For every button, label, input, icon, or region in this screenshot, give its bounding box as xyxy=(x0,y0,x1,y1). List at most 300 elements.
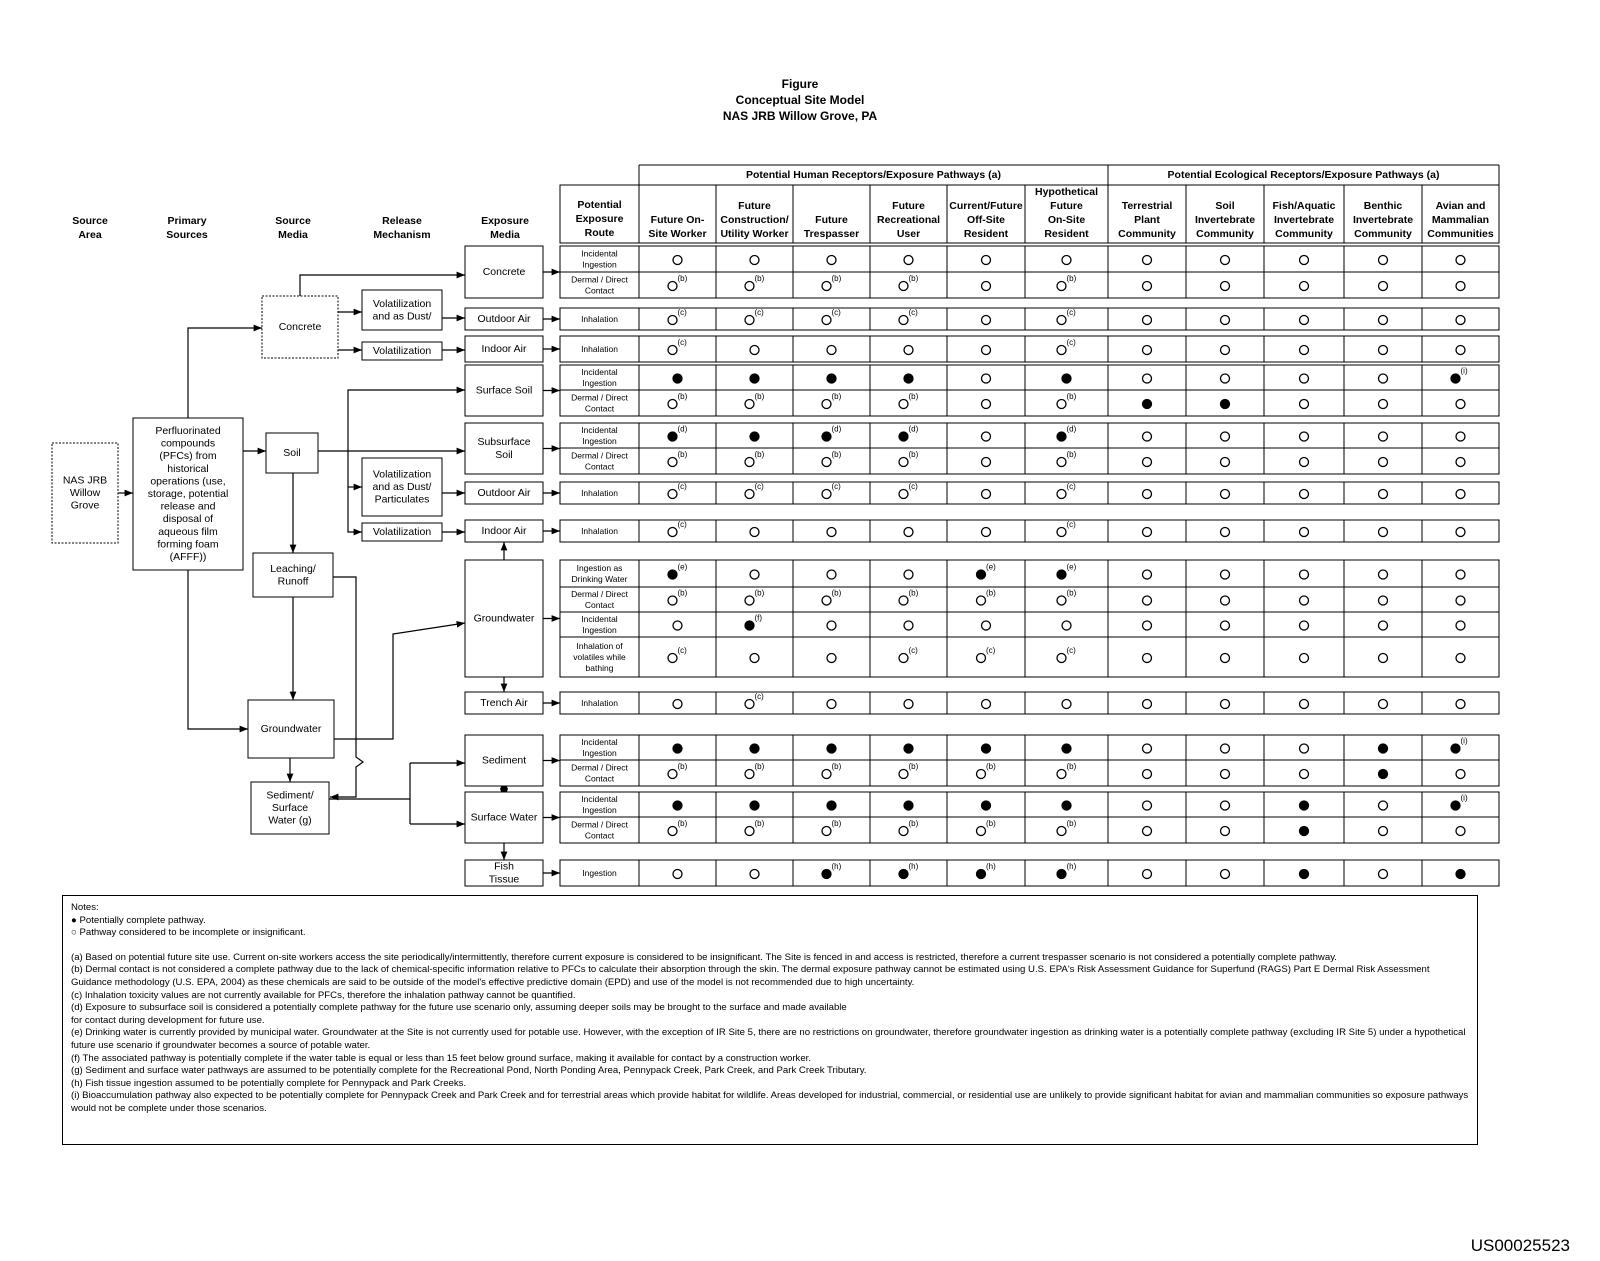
incomplete-pathway-marker xyxy=(1456,458,1465,467)
incomplete-pathway-marker xyxy=(1300,621,1309,630)
route-label-line: Dermal / Direct xyxy=(571,819,628,830)
release-volatilization-concrete-label xyxy=(373,345,432,357)
complete-pathway-marker xyxy=(673,374,682,383)
incomplete-pathway-marker xyxy=(750,346,759,355)
release-volatilization-concrete-label-line: Volatilization xyxy=(372,345,432,357)
leaching-runoff-label-line: Runoff xyxy=(277,575,309,588)
incomplete-pathway-marker xyxy=(745,827,754,836)
pathway-footnote-ref: (b) xyxy=(1066,762,1077,771)
incomplete-pathway-marker xyxy=(1379,700,1388,709)
receptor-header-9-line: Invertebrate xyxy=(1352,214,1414,226)
pathway-group-frame xyxy=(560,692,1499,714)
route-label-line: Contact xyxy=(584,600,615,610)
route-label xyxy=(581,614,617,635)
incomplete-pathway-marker xyxy=(899,770,908,779)
pathway-footnote-ref: (d) xyxy=(1066,424,1077,434)
incomplete-pathway-marker xyxy=(1143,282,1152,291)
note-c: (c) Inhalation toxicity values are not currently available for PFCs, therefore the inhalation pathway cannot be quantified. xyxy=(71,989,576,1001)
receptor-header-7-line: Invertebrate xyxy=(1194,214,1256,226)
complete-pathway-marker xyxy=(899,870,908,879)
pathway-footnote-ref: (e) xyxy=(677,562,688,572)
route-label-line: Dermal / Direct xyxy=(571,589,628,599)
incomplete-pathway-marker xyxy=(1143,827,1152,836)
header-source-media xyxy=(275,215,311,241)
incomplete-pathway-marker xyxy=(822,458,831,467)
pathway-footnote-ref: (h) xyxy=(1066,862,1077,871)
header-exposure-media xyxy=(481,215,529,241)
complete-pathway-marker xyxy=(1451,374,1460,383)
incomplete-pathway-marker xyxy=(1300,770,1309,779)
incomplete-pathway-marker xyxy=(1143,621,1152,630)
receptor-header-4 xyxy=(949,200,1023,240)
incomplete-pathway-marker xyxy=(904,621,913,630)
header-source-media-line: Media xyxy=(278,229,308,241)
exposure-media-label-9 xyxy=(482,755,526,767)
incomplete-pathway-marker xyxy=(1221,700,1230,709)
incomplete-pathway-marker xyxy=(1456,621,1465,630)
flow-column-headers xyxy=(72,215,529,241)
incomplete-pathway-marker xyxy=(1143,870,1152,879)
incomplete-pathway-marker xyxy=(827,621,836,630)
incomplete-pathway-marker xyxy=(668,400,677,409)
incomplete-pathway-marker xyxy=(1456,346,1465,355)
legend-complete xyxy=(71,915,1469,928)
receptor-header-3 xyxy=(877,200,940,240)
incomplete-pathway-marker xyxy=(982,490,991,499)
exposure-media-label-7 xyxy=(474,613,535,625)
sediment-surface-water-source-label xyxy=(266,790,313,827)
incomplete-pathway-marker xyxy=(1300,256,1309,265)
route-label-line: Contact xyxy=(584,461,615,472)
pathway-footnote-ref: (c) xyxy=(1066,646,1076,655)
incomplete-pathway-marker xyxy=(1379,528,1388,537)
incomplete-pathway-marker xyxy=(1300,316,1309,325)
incomplete-pathway-marker xyxy=(668,827,677,836)
incomplete-pathway-marker xyxy=(899,654,908,663)
incomplete-pathway-marker xyxy=(1300,400,1309,409)
leaching-to-sediment-arrow xyxy=(330,577,363,797)
incomplete-pathway-marker xyxy=(668,528,677,537)
pathway-footnote-ref: (i) xyxy=(1460,793,1468,803)
incomplete-pathway-marker xyxy=(1379,346,1388,355)
release-volatilization-dust-particulates-soil-label-line: Volatilization xyxy=(372,468,432,481)
receptor-header-3-line: Recreational xyxy=(876,214,941,226)
incomplete-pathway-marker xyxy=(822,282,831,291)
pathway-footnote-ref: (c) xyxy=(677,520,687,529)
incomplete-pathway-marker xyxy=(1456,256,1465,265)
pathway-group-frame xyxy=(560,336,1499,362)
incomplete-pathway-marker xyxy=(1456,596,1465,605)
incomplete-pathway-marker xyxy=(1221,827,1230,836)
sediment-surface-water-source-label-line: Sediment/ xyxy=(266,789,314,802)
incomplete-pathway-marker xyxy=(1379,827,1388,836)
header-exposure-route xyxy=(576,199,624,239)
pathway-footnote-ref: (c) xyxy=(1066,520,1076,529)
nas-jrb-willow-grove-label-line: NAS JRB xyxy=(62,474,108,487)
exposure-media-label-10 xyxy=(471,812,538,824)
incomplete-pathway-marker xyxy=(822,596,831,605)
incomplete-pathway-marker xyxy=(1221,528,1230,537)
note-a: (a) Based on potential future site use. Current on-site workers access the site periodically/intermittently, therefore current exposure is considered to be insignificant. The Site is fenced in and access is restricted, therefore a current trespasser scenario is not considered a potentially complete pathway. xyxy=(71,951,1337,963)
pathway-footnote-ref: (c) xyxy=(677,646,687,655)
receptor-header-6-line: Plant xyxy=(1134,214,1160,226)
incomplete-pathway-marker xyxy=(1221,282,1230,291)
incomplete-pathway-marker xyxy=(904,256,913,265)
receptor-header-1-line: Future xyxy=(738,200,771,212)
pathway-footnote-ref: (b) xyxy=(677,450,688,459)
human-receptors-header xyxy=(746,169,1001,181)
incomplete-pathway-marker xyxy=(1221,374,1230,383)
pathway-footnote-ref: (b) xyxy=(1066,392,1077,401)
incomplete-pathway-marker xyxy=(827,570,836,579)
incomplete-pathway-marker xyxy=(1300,700,1309,709)
pathway-footnote-ref: (b) xyxy=(754,274,765,283)
receptor-header-3-line: User xyxy=(896,228,921,240)
incomplete-pathway-marker xyxy=(745,490,754,499)
incomplete-pathway-marker xyxy=(1456,490,1465,499)
complete-pathway-marker xyxy=(745,621,754,630)
pathway-footnote-ref: (b) xyxy=(754,819,765,828)
soil-to-vol-arrow xyxy=(348,451,362,532)
pathway-group-frame xyxy=(560,560,1499,677)
incomplete-pathway-marker xyxy=(899,458,908,467)
header-exposure-route-line: Exposure xyxy=(575,213,624,225)
incomplete-pathway-marker xyxy=(1379,621,1388,630)
route-label-line: Contact xyxy=(584,830,615,841)
receptor-header-8-line: Community xyxy=(1275,228,1333,240)
sediment-surface-water-source-label-line: Water (g) xyxy=(268,814,312,827)
incomplete-pathway-marker xyxy=(673,870,682,879)
release-volatilization-soil-label xyxy=(373,526,432,538)
open-circle-icon: ○ xyxy=(71,927,77,939)
route-label xyxy=(581,526,618,536)
incomplete-pathway-marker xyxy=(904,346,913,355)
legend-complete-label: Potentially complete pathway. xyxy=(79,914,206,926)
incomplete-pathway-marker xyxy=(1221,654,1230,663)
pfc-primary-source-label-line: Perfluorinated xyxy=(155,425,221,437)
incomplete-pathway-marker xyxy=(822,490,831,499)
release-volatilization-dust-concrete-label-line: Volatilization xyxy=(372,297,432,310)
complete-pathway-marker xyxy=(1143,400,1152,409)
release-volatilization-dust-concrete-label xyxy=(373,298,432,323)
receptor-header-7 xyxy=(1195,200,1255,240)
receptor-header-6 xyxy=(1118,200,1176,240)
notes-panel xyxy=(62,895,1478,1145)
incomplete-pathway-marker xyxy=(1143,346,1152,355)
incomplete-pathway-marker xyxy=(1456,400,1465,409)
exposure-media-label-1-line: Outdoor Air xyxy=(477,313,531,325)
pfc-primary-source-label-line: disposal of xyxy=(162,513,214,526)
route-label xyxy=(581,488,618,498)
incomplete-pathway-marker xyxy=(1379,400,1388,409)
pathway-footnote-ref: (d) xyxy=(831,424,842,434)
ecological-receptors-header xyxy=(1168,169,1440,181)
exposure-media-label-4-line: Subsurface xyxy=(477,436,531,448)
filled-circle-icon: ● xyxy=(71,914,77,926)
incomplete-pathway-marker xyxy=(673,256,682,265)
incomplete-pathway-marker xyxy=(1143,770,1152,779)
note-i: (i) Bioaccumulation pathway also expected to be potentially complete for Pennypack Creek and Park Creek and for terrestrial areas which provide habitat for wildlife. Areas developed for industrial, commercial, or residential use are unlikely to provide significant habitat for avian and mammalian communities so exposure pathways would not be complete under those scenarios. xyxy=(71,1090,1469,1114)
route-label xyxy=(581,314,618,324)
exposure-media-label-11-line: Tissue xyxy=(488,873,520,886)
header-source-area xyxy=(72,215,108,241)
header-primary-sources-line: Primary xyxy=(167,215,207,227)
route-label xyxy=(581,794,617,815)
title-text-line: Conceptual Site Model xyxy=(735,93,865,107)
pathway-footnote-ref: (d) xyxy=(908,424,919,434)
complete-pathway-marker xyxy=(822,870,831,879)
incomplete-pathway-marker xyxy=(750,870,759,879)
incomplete-pathway-marker xyxy=(1057,400,1066,409)
complete-pathway-marker xyxy=(1300,801,1309,810)
incomplete-pathway-marker xyxy=(1057,528,1066,537)
incomplete-pathway-marker xyxy=(1057,490,1066,499)
incomplete-pathway-marker xyxy=(1456,570,1465,579)
pathway-footnote-ref: (b) xyxy=(831,819,842,828)
incomplete-pathway-marker xyxy=(1221,490,1230,499)
header-source-media-line: Source xyxy=(275,215,311,227)
exposure-media-label-8 xyxy=(480,697,528,709)
incomplete-pathway-marker xyxy=(1221,256,1230,265)
pathway-footnote-ref: (c) xyxy=(677,482,687,491)
incomplete-pathway-marker xyxy=(1379,490,1388,499)
incomplete-pathway-marker xyxy=(668,346,677,355)
pathway-footnote-ref: (b) xyxy=(1066,274,1077,283)
incomplete-pathway-marker xyxy=(668,490,677,499)
route-label-line: Ingestion xyxy=(582,805,617,815)
incomplete-pathway-marker xyxy=(1379,654,1388,663)
incomplete-pathway-marker xyxy=(982,282,991,291)
incomplete-pathway-marker xyxy=(673,621,682,630)
pathway-footnote-ref: (b) xyxy=(831,392,842,401)
incomplete-pathway-marker xyxy=(982,458,991,467)
receptor-header-7-line: Community xyxy=(1196,228,1254,240)
incomplete-pathway-marker xyxy=(1062,700,1071,709)
complete-pathway-marker xyxy=(750,801,759,810)
title-text xyxy=(723,77,878,123)
pathway-footnote-ref: (e) xyxy=(1066,562,1077,572)
incomplete-pathway-marker xyxy=(1456,282,1465,291)
receptor-header-4-line: Current/Future xyxy=(949,200,1023,212)
receptor-header-2 xyxy=(804,214,859,240)
pathway-footnote-ref: (c) xyxy=(1066,482,1076,491)
route-label-line: Inhalation xyxy=(581,698,618,708)
route-label xyxy=(582,868,617,878)
complete-pathway-marker xyxy=(827,374,836,383)
incomplete-pathway-marker xyxy=(1379,432,1388,441)
pathway-footnote-ref: (b) xyxy=(754,450,765,459)
incomplete-pathway-marker xyxy=(673,700,682,709)
soil-source-media-label xyxy=(283,447,301,459)
incomplete-pathway-marker xyxy=(1379,596,1388,605)
route-label xyxy=(571,589,628,610)
incomplete-pathway-marker xyxy=(750,570,759,579)
complete-pathway-marker xyxy=(1062,801,1071,810)
pathway-footnote-ref: (c) xyxy=(908,482,918,491)
legend-incomplete xyxy=(71,927,1469,940)
pathway-footnote-ref: (b) xyxy=(677,762,688,771)
complete-pathway-marker xyxy=(1379,770,1388,779)
complete-pathway-marker xyxy=(668,432,677,441)
incomplete-pathway-marker xyxy=(977,596,986,605)
exposure-media-label-2-line: Indoor Air xyxy=(481,343,527,355)
incomplete-pathway-marker xyxy=(1062,256,1071,265)
incomplete-pathway-marker xyxy=(822,827,831,836)
incomplete-pathway-marker xyxy=(827,654,836,663)
pathway-footnote-ref: (b) xyxy=(754,588,765,598)
route-label xyxy=(572,563,628,584)
route-label-line: Incidental xyxy=(581,794,618,804)
incomplete-pathway-marker xyxy=(1062,621,1071,630)
incomplete-pathway-marker xyxy=(1300,346,1309,355)
note-f: (f) The associated pathway is potentially complete if the water table is equal or less than 15 feet below ground surface, making it available for contact by a construction worker. xyxy=(71,1052,812,1064)
pathway-footnote-ref: (b) xyxy=(908,762,919,771)
incomplete-pathway-marker xyxy=(977,770,986,779)
receptor-header-9-line: Benthic xyxy=(1363,200,1403,212)
incomplete-pathway-marker xyxy=(1300,374,1309,383)
pathway-footnote-ref: (e) xyxy=(986,562,996,572)
incomplete-pathway-marker xyxy=(1456,432,1465,441)
incomplete-pathway-marker xyxy=(1379,570,1388,579)
complete-pathway-marker xyxy=(822,432,831,441)
exposure-media-label-10-line: Surface Water xyxy=(470,811,538,824)
release-volatilization-dust-particulates-soil-label-line: and as Dust/ xyxy=(372,481,432,493)
release-volatilization-dust-particulates-soil-label xyxy=(373,469,432,506)
incomplete-pathway-marker xyxy=(822,770,831,779)
exposure-media-label-5 xyxy=(477,487,531,499)
route-label-line: Incidental xyxy=(581,614,618,624)
receptor-header-5-line: Hypothetical xyxy=(1034,186,1099,198)
note-e: (e) Drinking water is currently provided by municipal water. Groundwater at the Site is not currently used for potable use. However, with the exception of IR Site 5, there are no restrictions on groundwater, therefore groundwater ingestion as drinking water is a potentially complete pathway (excluding IR Site 5) under a hypothetical future use scenario if groundwater becomes a source of potable water. xyxy=(71,1027,1466,1051)
receptor-header-2-line: Future xyxy=(815,214,848,226)
route-label-line: Incidental xyxy=(581,248,618,259)
incomplete-pathway-marker xyxy=(982,700,991,709)
receptor-header-0-line: Future On- xyxy=(650,214,705,226)
incomplete-pathway-marker xyxy=(1379,282,1388,291)
incomplete-pathway-marker xyxy=(982,374,991,383)
exposure-media-label-6-line: Indoor Air xyxy=(481,525,527,537)
complete-pathway-marker xyxy=(1300,827,1309,836)
pathway-footnote-ref: (c) xyxy=(677,338,687,347)
exposure-media-label-5-line: Outdoor Air xyxy=(477,487,531,499)
route-label-line: Incidental xyxy=(581,425,618,435)
receptor-header-1-line: Construction/ xyxy=(720,214,789,226)
incomplete-pathway-marker xyxy=(1057,458,1066,467)
route-label-line: Contact xyxy=(584,403,615,414)
route-label xyxy=(571,275,628,296)
incomplete-pathway-marker xyxy=(1057,827,1066,836)
pfc-primary-source-label-line: aqueous film xyxy=(158,525,218,538)
incomplete-pathway-marker xyxy=(1143,490,1152,499)
route-label xyxy=(581,344,618,354)
incomplete-pathway-marker xyxy=(745,458,754,467)
incomplete-pathway-marker xyxy=(1057,770,1066,779)
route-label-line: Contact xyxy=(584,285,615,296)
incomplete-pathway-marker xyxy=(982,432,991,441)
pathway-footnote-ref: (b) xyxy=(986,762,996,771)
route-label-line: Inhalation xyxy=(581,344,618,354)
incomplete-pathway-marker xyxy=(977,827,986,836)
receptor-header-5 xyxy=(1035,186,1098,240)
route-label xyxy=(571,820,628,841)
receptor-header-4-line: Off-Site xyxy=(967,214,1005,226)
complete-pathway-marker xyxy=(904,801,913,810)
pathway-footnote-ref: (b) xyxy=(1066,588,1077,598)
incomplete-pathway-marker xyxy=(1300,528,1309,537)
incomplete-pathway-marker xyxy=(1379,316,1388,325)
incomplete-pathway-marker xyxy=(668,316,677,325)
incomplete-pathway-marker xyxy=(745,282,754,291)
header-primary-sources xyxy=(166,215,208,241)
incomplete-pathway-marker xyxy=(1456,827,1465,836)
header-release-mechanism xyxy=(373,215,430,241)
incomplete-pathway-marker xyxy=(1300,654,1309,663)
exposure-media-label-0 xyxy=(483,266,526,278)
complete-pathway-marker xyxy=(977,570,986,579)
pfc-primary-source-label-line: (PFCs) from xyxy=(159,450,217,463)
incomplete-pathway-marker xyxy=(668,596,677,605)
header-exposure-media-line: Media xyxy=(490,229,520,241)
incomplete-pathway-marker xyxy=(1143,528,1152,537)
pathway-footnote-ref: (c) xyxy=(1066,338,1076,347)
incomplete-pathway-marker xyxy=(1300,570,1309,579)
incomplete-pathway-marker xyxy=(899,596,908,605)
incomplete-pathway-marker xyxy=(1456,700,1465,709)
complete-pathway-marker xyxy=(750,432,759,441)
pathway-footnote-ref: (b) xyxy=(908,274,919,283)
complete-pathway-marker xyxy=(1057,432,1066,441)
pfc-primary-source-label-line: storage, potential xyxy=(147,488,229,500)
route-label-line: Inhalation xyxy=(581,314,618,324)
pathway-footnote-ref: (c) xyxy=(908,308,918,317)
complete-pathway-marker xyxy=(977,870,986,879)
complete-pathway-marker xyxy=(673,801,682,810)
pathway-group-frame xyxy=(560,520,1499,542)
incomplete-pathway-marker xyxy=(1456,770,1465,779)
receptor-header-0-line: Site Worker xyxy=(648,228,707,240)
incomplete-pathway-marker xyxy=(1221,458,1230,467)
exposure-media-label-7-line: Groundwater xyxy=(473,612,535,625)
complete-pathway-marker xyxy=(1057,570,1066,579)
incomplete-pathway-marker xyxy=(1300,432,1309,441)
notes-heading: Notes: xyxy=(71,902,99,913)
route-label-line: volatiles while xyxy=(573,652,626,662)
incomplete-pathway-marker xyxy=(1379,801,1388,810)
receptor-header-4-line: Resident xyxy=(963,228,1009,240)
legend-incomplete-label: Pathway considered to be incomplete or insignificant. xyxy=(79,927,306,939)
ecological-receptors-header-line: Potential Ecological Receptors/Exposure Pathways (a) xyxy=(1167,169,1440,181)
incomplete-pathway-marker xyxy=(1057,654,1066,663)
receptor-header-6-line: Terrestrial xyxy=(1121,200,1173,212)
complete-pathway-marker xyxy=(750,374,759,383)
complete-pathway-marker xyxy=(1057,870,1066,879)
incomplete-pathway-marker xyxy=(904,570,913,579)
incomplete-pathway-marker xyxy=(1456,316,1465,325)
route-label-line: Ingestion xyxy=(582,625,617,635)
receptor-header-7-line: Soil xyxy=(1215,200,1235,212)
pathway-footnote-ref: (b) xyxy=(1066,819,1077,828)
pfc-primary-source-label-line: compounds xyxy=(160,437,216,450)
complete-pathway-marker xyxy=(1451,744,1460,753)
incomplete-pathway-marker xyxy=(822,316,831,325)
incomplete-pathway-marker xyxy=(899,316,908,325)
pathway-group-frame xyxy=(560,482,1499,504)
incomplete-pathway-marker xyxy=(982,256,991,265)
route-label xyxy=(581,367,617,388)
route-label xyxy=(571,763,628,784)
pathway-footnote-ref: (b) xyxy=(831,588,842,598)
receptor-header-8-line: Invertebrate xyxy=(1273,214,1335,226)
